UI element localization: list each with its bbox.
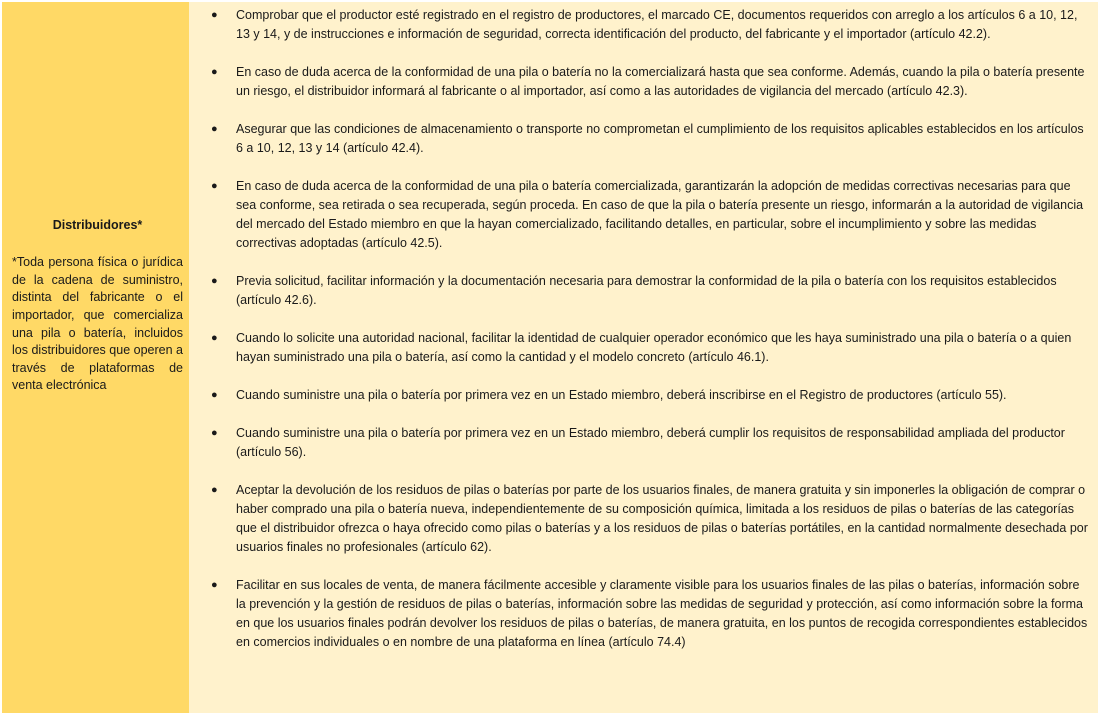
duty-item: [211, 63, 1088, 101]
duties-list: [211, 6, 1088, 652]
duty-item: [211, 329, 1088, 367]
duty-text: Cuando lo solicite una autoridad nacional, facilitar la identidad de cualquier operador económico que les haya suministrado una pila o batería o a quien hayan suministrado una pila o batería, así como la cantidad y el modelo concreto (artículo 46.1).: [236, 331, 1072, 364]
duty-text: Cuando suministre una pila o batería por primera vez en un Estado miembro, deberá cumplir los requisitos de responsabilidad ampliada del productor (artículo 56).: [236, 426, 1065, 459]
duty-text: Comprobar que el productor esté registrado en el registro de productores, el marcado CE, documentos requeridos con arreglo a los artículos 6 a 10, 12, 13 y 14, y de instrucciones e información de seguridad, correcta identificación del producto, del fabricante y el importador (artículo 42.2).: [236, 8, 1078, 41]
bullet-icon: ●: [211, 427, 218, 439]
duty-item: [211, 386, 1088, 405]
bullet-icon: ●: [211, 9, 218, 21]
bullet-icon: ●: [211, 484, 218, 496]
bullet-icon: ●: [211, 180, 218, 192]
duty-text: Facilitar en sus locales de venta, de manera fácilmente accesible y claramente visible para los usuarios finales de las pilas o baterías, información sobre la prevención y la gestión de residuos de pilas o baterías, información sobre las medidas de seguridad y protección, así como información sobre la forma en que los usuarios finales podrán devolver los residuos de pilas o baterías, de manera gratuita, en los puntos de recogida correspondientes establecidos en comercios individuales o en nombre de una plataforma en línea (artículo 74.4): [236, 578, 1088, 649]
bullet-icon: ●: [211, 275, 218, 287]
duty-text: Cuando suministre una pila o batería por primera vez en un Estado miembro, deberá inscribirse en el Registro de productores (artículo 55).: [236, 388, 1007, 402]
role-title: Distribuidores*: [52, 218, 143, 233]
bullet-icon: ●: [211, 332, 218, 344]
duty-item: [211, 272, 1088, 310]
bullet-icon: ●: [211, 123, 218, 135]
duty-text: Aceptar la devolución de los residuos de pilas o baterías por parte de los usuarios finales, de manera gratuita y sin imponerles la obligación de comprar o haber comprado una pila o batería nueva, independientemente de su composición química, limitada a los residuos de pilas o baterías de las categorías que el distribuidor ofrezca o haya ofrecido como pilas o baterías y a los residuos de pilas o baterías portátiles, en la cantidad normalmente desechada por usuarios finales no profesionales (artículo 62).: [236, 483, 1088, 554]
duty-text: Asegurar que las condiciones de almacenamiento o transporte no comprometan el cumplimiento de los requisitos aplicables establecidos en los artículos 6 a 10, 12, 13 y 14 (artículo 42.4).: [236, 122, 1084, 155]
obligations-table: [2, 2, 1098, 713]
duties-cell: [189, 2, 1098, 713]
duty-text: En caso de duda acerca de la conformidad de una pila o batería comercializada, garantizarán la adopción de medidas correctivas necesarias para que sea conforme, sea retirada o sea recuperada, según proceda. En caso de que la pila o batería presente un riesgo, informarán a la autoridad de vigilancia del mercado del Estado miembro en que la hayan comercializado, facilitando detalles, en particular, sobre el incumplimiento y sobre las medidas correctivas adoptadas (artículo 42.5).: [236, 179, 1084, 250]
duty-item: [211, 120, 1088, 158]
duty-item: [211, 576, 1088, 652]
role-definition-note: *Toda persona física o jurídica de la cadena de suministro, distinta del fabricante o el importador, que comercializa una pila o batería, incluidos los distribuidores que operen a través de plataformas de venta electrónica: [12, 255, 183, 393]
duty-text: En caso de duda acerca de la conformidad de una pila o batería no la comercializará hasta que sea conforme. Además, cuando la pila o batería presente un riesgo, el distribuidor informará al fabricante o al importador, así como a las autoridades de vigilancia del mercado (artículo 42.3).: [236, 65, 1085, 98]
duty-text: Previa solicitud, facilitar información y la documentación necesaria para demostrar la conformidad de la pila o batería con los requisitos establecidos (artículo 42.6).: [236, 274, 1057, 307]
role-cell: [2, 2, 189, 713]
duty-item: [211, 6, 1088, 44]
duty-item: [211, 177, 1088, 253]
bullet-icon: ●: [211, 389, 218, 401]
duty-item: [211, 481, 1088, 557]
duty-item: [211, 424, 1088, 462]
bullet-icon: ●: [211, 579, 218, 591]
bullet-icon: ●: [211, 66, 218, 78]
